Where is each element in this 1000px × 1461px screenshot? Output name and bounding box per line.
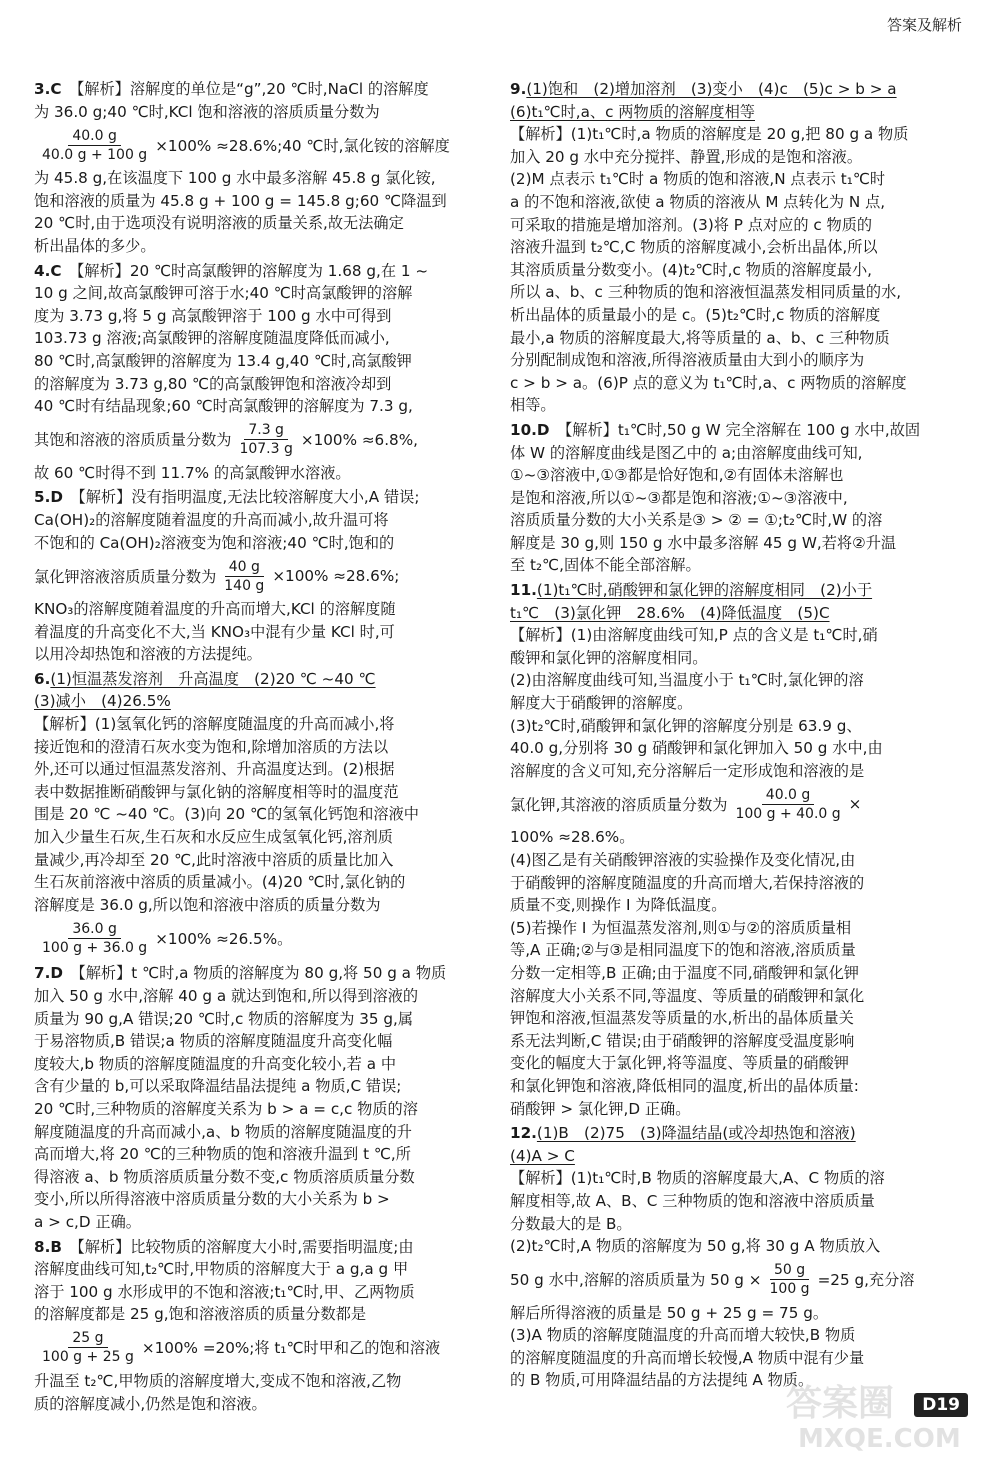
question-block bbox=[34, 962, 486, 1233]
text-line bbox=[510, 647, 965, 670]
line-text: 酸钾和氯化钾的溶解度相同。 bbox=[510, 648, 708, 667]
text-line bbox=[34, 1053, 486, 1076]
line-text: (3)t₂℃时,硝酸钾和氯化钾的溶解度分别是 63.9 g、 bbox=[510, 716, 862, 735]
text-line bbox=[34, 1143, 486, 1166]
text-line bbox=[510, 1302, 965, 1325]
line-text: 解度大于硝酸钾的溶解度。 bbox=[510, 694, 693, 713]
text-line bbox=[34, 486, 486, 509]
text-line bbox=[34, 78, 486, 101]
header-label: 答案及解析 bbox=[886, 16, 962, 34]
text-line bbox=[510, 624, 965, 647]
line-text: 质的溶解度减小,仍然是饱和溶液。 bbox=[34, 1394, 267, 1413]
line-text: 【解析】(1)氢氧化钙的溶解度随温度的升高而减小,将 bbox=[34, 715, 395, 734]
text-line bbox=[34, 462, 486, 485]
text-line bbox=[34, 894, 486, 917]
text-line bbox=[510, 849, 965, 872]
text-line bbox=[510, 1324, 965, 1347]
line-text: 钾饱和溶液,恒温蒸发等质量的水,析出的晶体质量关 bbox=[510, 1009, 854, 1028]
question-number: 7. bbox=[34, 964, 51, 983]
fraction-numerator: 40.0 g bbox=[68, 127, 121, 146]
text-line bbox=[34, 1303, 486, 1326]
line-text: 系无法判断,C 错误;由于硝酸钾的溶解度受温度影响 bbox=[510, 1031, 855, 1050]
line-text: 40 ℃时有结晶现象;60 ℃时高氯酸钾的溶解度为 7.3 g, bbox=[34, 397, 413, 416]
text-line bbox=[34, 327, 486, 350]
line-text: c > b > a。(6)P 点的意义为 t₁℃时,a、c 两物质的溶解度 bbox=[510, 373, 907, 392]
formula-suffix: ×100% ≈6.8%, bbox=[300, 430, 418, 449]
text-line bbox=[510, 1347, 965, 1370]
fraction bbox=[766, 1261, 814, 1298]
line-text: 等,A 正确;②与③是相同温度下的饱和溶液,溶质质量 bbox=[510, 941, 856, 960]
question-block bbox=[510, 1122, 965, 1392]
formula-suffix: =25 g,充分溶 bbox=[817, 1271, 915, 1290]
line-text: 于易溶物质,B 错误;a 物质的溶解度随温度升高变化幅 bbox=[34, 1032, 393, 1051]
text-line bbox=[34, 101, 486, 124]
right-column bbox=[510, 78, 965, 1394]
line-text: (1)饱和 (2)增加溶剂 (3)变小 (4)c (5)c > b > a bbox=[526, 80, 897, 98]
text-line bbox=[510, 826, 965, 849]
question-block bbox=[34, 78, 486, 258]
text-line bbox=[34, 1030, 486, 1053]
text-line bbox=[34, 1098, 486, 1121]
text-line bbox=[510, 1235, 965, 1258]
text-line bbox=[34, 305, 486, 328]
answer-choice: B bbox=[50, 1237, 62, 1256]
answer-choice: D bbox=[50, 488, 63, 507]
answer-choice: C bbox=[50, 80, 62, 98]
text-line bbox=[34, 1236, 486, 1259]
text-line bbox=[510, 1122, 965, 1145]
formula-line bbox=[510, 782, 965, 826]
line-text: 相等。 bbox=[510, 396, 556, 415]
text-line bbox=[510, 349, 965, 372]
text-line bbox=[510, 327, 965, 350]
answer-choice: D bbox=[50, 964, 63, 983]
line-text: 溶质质量分数的大小关系是③ > ② = ①;t₂℃时,W 的溶 bbox=[510, 511, 883, 530]
line-text: 溶液升温到 t₂℃,C 物质的溶解度减小,会析出晶体,所以 bbox=[510, 238, 878, 257]
line-text: 不饱和的 Ca(OH)₂溶液变为饱和溶液;40 ℃时,饱和的 bbox=[34, 533, 395, 552]
question-block bbox=[34, 1236, 486, 1416]
left-column bbox=[34, 78, 486, 1417]
fraction bbox=[220, 558, 268, 595]
line-text: 含有少量的 b,可以采取降温结晶法提纯 a 物质,C 错误; bbox=[34, 1077, 402, 1096]
line-text: 体 W 的溶解度曲线是图乙中的 a;由溶解度曲线可知, bbox=[510, 443, 863, 462]
fraction-denominator: 100 g bbox=[769, 1281, 810, 1298]
line-text: 【解析】溶解度的单位是“g”,20 ℃时,NaCl 的溶解度 bbox=[69, 80, 429, 98]
line-text: 100% ≈28.6%。 bbox=[510, 828, 635, 847]
question-block bbox=[510, 579, 965, 1120]
watermark-url: MXQE.COM bbox=[798, 1424, 961, 1453]
formula-line bbox=[34, 916, 486, 960]
text-line bbox=[510, 236, 965, 259]
line-text: 饱和溶液的质量为 45.8 g + 100 g = 145.8 g;60 ℃降温到 bbox=[34, 191, 447, 210]
line-text: 加入 20 g 水中充分搅拌、静置,形成的是饱和溶液。 bbox=[510, 147, 863, 166]
text-line bbox=[34, 350, 486, 373]
text-line bbox=[34, 1281, 486, 1304]
watermark-brand: 答案圈 bbox=[786, 1383, 895, 1424]
text-line bbox=[510, 579, 965, 602]
line-text: 于硝酸钾的溶解度随温度的升高而增大,若保持溶液的 bbox=[510, 873, 865, 892]
question-block bbox=[510, 419, 965, 577]
text-line bbox=[510, 419, 965, 442]
line-text: 【解析】(1)t₁℃时,a 物质的溶解度是 20 g,把 80 g a 物质 bbox=[510, 125, 909, 144]
line-text: 【解析】(1)由溶解度曲线可知,P 点的含义是 t₁℃时,硝 bbox=[510, 626, 878, 645]
line-text: 解度是 30 g,则 150 g 水中最多溶解 45 g W,若将②升温 bbox=[510, 533, 897, 552]
formula-suffix: ×100% =20%;将 t₁℃时甲和乙的饱和溶液 bbox=[141, 1339, 441, 1358]
line-text: 析出晶体的多少。 bbox=[34, 236, 156, 255]
text-line bbox=[34, 985, 486, 1008]
text-line bbox=[510, 464, 965, 487]
fraction-numerator: 25 g bbox=[68, 1329, 107, 1348]
text-line bbox=[34, 1393, 486, 1416]
text-line bbox=[510, 101, 965, 124]
line-text: (2)M 点表示 t₁℃时 a 物质的饱和溶液,N 点表示 t₁℃时 bbox=[510, 170, 886, 189]
line-text: (2)由溶解度曲线可知,当温度小于 t₁℃时,氯化钾的溶 bbox=[510, 671, 864, 690]
text-line bbox=[510, 760, 965, 783]
text-line bbox=[510, 442, 965, 465]
line-text: 解度相等,故 A、B、C 三种物质的饱和溶液中溶质质量 bbox=[510, 1191, 875, 1210]
line-text: 析出晶体的质量最小的是 c。(5)t₂℃时,c 物质的溶解度 bbox=[510, 305, 881, 324]
line-text: 硝酸钾 > 氯化钾,D 正确。 bbox=[510, 1099, 691, 1118]
line-text: Ca(OH)₂的溶解度随着温度的升高而减小,故升温可将 bbox=[34, 510, 389, 529]
question-block bbox=[34, 260, 486, 485]
line-text: 和氯化钾饱和溶液,降低相同的温度,析出的晶体质量: bbox=[510, 1076, 859, 1095]
text-line bbox=[34, 1121, 486, 1144]
line-text: 解度随温度的升高而减小,a、b 物质的溶解度随温度的升 bbox=[34, 1122, 412, 1141]
text-line bbox=[510, 259, 965, 282]
text-line bbox=[34, 373, 486, 396]
line-text: 质量为 90 g,A 错误;20 ℃时,c 物质的溶解度为 35 g,属 bbox=[34, 1009, 414, 1028]
text-line bbox=[510, 394, 965, 417]
line-text: (3)A 物质的溶解度随温度的升高而增大较快,B 物质 bbox=[510, 1326, 856, 1345]
line-text: 外,还可以通过恒温蒸发溶剂、升高温度达到。(2)根据 bbox=[34, 760, 395, 779]
text-line bbox=[510, 917, 965, 940]
line-text: (6)t₁℃时,a、c 两物质的溶解度相等 bbox=[510, 102, 755, 121]
line-text: 加入 50 g 水中,溶解 40 g a 就达到饱和,所以得到溶液的 bbox=[34, 987, 419, 1005]
line-text: 以用冷却热饱和溶液的方法提纯。 bbox=[34, 645, 262, 664]
text-line bbox=[510, 1098, 965, 1121]
line-text: 【解析】比较物质的溶解度大小时,需要指明温度;由 bbox=[69, 1237, 414, 1256]
text-line bbox=[510, 509, 965, 532]
line-text: 升温至 t₂℃,甲物质的溶解度增大,变成不饱和溶液,乙物 bbox=[34, 1371, 402, 1390]
line-text: (5)若操作 I 为恒温蒸发溶剂,则①与②的溶质质量相 bbox=[510, 918, 852, 937]
text-line bbox=[34, 282, 486, 305]
formula-line bbox=[510, 1258, 965, 1302]
fraction-denominator: 100 g + 36.0 g bbox=[42, 939, 148, 956]
formula-line bbox=[34, 1326, 486, 1370]
text-line bbox=[34, 260, 486, 283]
text-line bbox=[510, 304, 965, 327]
formula-prefix: 氯化钾溶液溶质质量分数为 bbox=[34, 567, 217, 586]
text-line bbox=[510, 962, 965, 985]
answer-choice: D bbox=[536, 420, 550, 439]
text-line bbox=[34, 1075, 486, 1098]
text-line bbox=[510, 532, 965, 555]
line-text: 为 36.0 g;40 ℃时,KCl 饱和溶液的溶质质量分数为 bbox=[34, 102, 380, 121]
line-text: 加入少量生石灰,生石灰和水反应生成氢氧化钙,溶剂质 bbox=[34, 828, 393, 847]
line-text: 可采取的措施是增加溶剂。(3)将 P 点对应的 c 物质的 bbox=[510, 215, 873, 234]
formula-suffix: ×100% ≈28.6%;40 ℃时,氯化铵的溶解度 bbox=[155, 136, 450, 155]
text-line bbox=[34, 1188, 486, 1211]
fraction-denominator: 100 g + 25 g bbox=[42, 1349, 134, 1366]
text-line bbox=[510, 1145, 965, 1168]
fraction bbox=[38, 127, 151, 164]
line-text: 质量不变,则操作 I 为降低温度。 bbox=[510, 896, 727, 915]
fraction bbox=[38, 1329, 138, 1366]
line-text: 分数一定相等,B 正确;由于温度不同,硝酸钾和氯化钾 bbox=[510, 963, 859, 982]
line-text: 表中数据推断硝酸钾与氯化钠的溶解度相等时的温度范 bbox=[34, 782, 399, 801]
question-number: 6. bbox=[34, 669, 51, 688]
fraction-denominator: 100 g + 40.0 g bbox=[735, 805, 841, 822]
text-line bbox=[34, 803, 486, 826]
page-number: D19 bbox=[914, 1393, 968, 1417]
question-number: 10. bbox=[510, 420, 537, 439]
formula-line bbox=[34, 123, 486, 167]
line-text: 分别配制成饱和溶液,所得溶液质量由大到小的顺序为 bbox=[510, 351, 865, 370]
watermark-logo bbox=[778, 1373, 978, 1453]
line-text: 着温度的升高变化不大,当 KNO₃中混有少量 KCl 时,可 bbox=[34, 622, 395, 641]
text-line bbox=[34, 621, 486, 644]
text-line bbox=[510, 191, 965, 214]
line-text: 103.73 g 溶液;高氯酸钾的溶解度随温度降低而减小, bbox=[34, 329, 390, 348]
text-line bbox=[510, 1075, 965, 1098]
line-text: 的溶解度为 3.73 g,80 ℃的高氯酸钾饱和溶液冷却到 bbox=[34, 374, 392, 393]
formula-prefix: 50 g 水中,溶解的溶质质量为 50 g × bbox=[510, 1271, 762, 1290]
line-text: KNO₃的溶解度随着温度的升高而增大,KCl 的溶解度随 bbox=[34, 600, 396, 619]
line-text: 的 B 物质,可用降温结晶的方法提纯 A 物质。 bbox=[510, 1371, 814, 1390]
text-line bbox=[510, 487, 965, 510]
line-text: 【解析】(1)t₁℃时,B 物质的溶解度最大,A、C 物质的溶 bbox=[510, 1169, 885, 1188]
line-text: 【解析】没有指明温度,无法比较溶解度大小,A 错误; bbox=[70, 488, 420, 507]
line-text: (2)t₂℃时,A 物质的溶解度为 50 g,将 30 g A 物质放入 bbox=[510, 1237, 881, 1256]
line-text: a > c,D 正确。 bbox=[34, 1212, 141, 1231]
line-text: (3)减小 (4)26.5% bbox=[34, 692, 171, 711]
answer-choice: C bbox=[50, 261, 62, 280]
line-text: 量减少,再冷却至 20 ℃,此时溶液中溶质的质量比加入 bbox=[34, 850, 394, 869]
question-number: 12. bbox=[510, 1124, 537, 1143]
line-text: ①~③溶液中,①③都是恰好饱和,②有固体未溶解也 bbox=[510, 466, 844, 485]
fraction-numerator: 40 g bbox=[225, 558, 264, 577]
text-line bbox=[510, 123, 965, 146]
formula-prefix: 氯化钾,其溶液的溶质质量分数为 bbox=[510, 795, 728, 814]
text-line bbox=[510, 214, 965, 237]
line-text: 溶解度是 36.0 g,所以饱和溶液中溶质的质量分数为 bbox=[34, 895, 381, 914]
line-text: 最小,a 物质的溶解度最大,将等质量的 a、b、c 三种物质 bbox=[510, 328, 890, 347]
line-text: (4)图乙是有关硝酸钾溶液的实验操作及变化情况,由 bbox=[510, 851, 856, 869]
formula-suffix: ×100% ≈26.5%。 bbox=[155, 929, 293, 948]
line-text: 20 ℃时,三种物质的溶解度关系为 b > a = c,c 物质的溶 bbox=[34, 1099, 418, 1118]
text-line bbox=[34, 212, 486, 235]
text-line bbox=[510, 872, 965, 895]
fraction-denominator: 107.3 g bbox=[239, 441, 293, 458]
fraction-denominator: 40.0 g + 100 g bbox=[42, 146, 148, 163]
line-text: 的溶解度都是 25 g,饱和溶液溶质的质量分数都是 bbox=[34, 1305, 367, 1324]
text-line bbox=[34, 1370, 486, 1393]
text-line bbox=[34, 235, 486, 258]
line-text: (1)恒温蒸发溶剂 升高温度 (2)20 ℃ ~40 ℃ bbox=[50, 669, 376, 688]
line-text: a 的不饱和溶液,欲使 a 物质的溶液从 M 点转化为 N 点, bbox=[510, 192, 886, 211]
fraction-numerator: 36.0 g bbox=[68, 920, 121, 939]
line-text: 故 60 ℃时得不到 11.7% 的高氯酸钾水溶液。 bbox=[34, 463, 351, 482]
question-number: 3. bbox=[34, 80, 51, 98]
text-line bbox=[34, 167, 486, 190]
formula-line bbox=[34, 418, 486, 462]
question-number: 8. bbox=[34, 1237, 51, 1256]
text-line bbox=[510, 554, 965, 577]
text-line bbox=[34, 509, 486, 532]
text-line bbox=[510, 1213, 965, 1236]
fraction bbox=[731, 786, 844, 823]
question-block bbox=[34, 668, 486, 961]
text-line bbox=[34, 713, 486, 736]
text-line bbox=[34, 781, 486, 804]
text-line bbox=[34, 598, 486, 621]
text-line bbox=[510, 985, 965, 1008]
question-number: 5. bbox=[34, 488, 51, 507]
fraction bbox=[38, 920, 151, 957]
text-line bbox=[510, 1167, 965, 1190]
line-text: 生石灰前溶液中溶质的质量减小。(4)20 ℃时,氯化钠的 bbox=[34, 873, 406, 892]
line-text: 分数最大的是 B。 bbox=[510, 1214, 632, 1233]
text-line bbox=[34, 190, 486, 213]
text-line bbox=[34, 395, 486, 418]
line-text: 接近饱和的澄清石灰水变为饱和,除增加溶质的方法以 bbox=[34, 737, 389, 756]
line-text: 得溶液 a、b 物质溶质质量分数不变,c 物质溶质质量分数 bbox=[34, 1167, 415, 1186]
line-text: 度较大,b 物质的溶解度随温度的升高变化较小,若 a 中 bbox=[34, 1054, 397, 1073]
line-text: 变化的幅度大于氯化钾,将等温度、等质量的硝酸钾 bbox=[510, 1054, 849, 1073]
text-line bbox=[510, 669, 965, 692]
text-line bbox=[34, 758, 486, 781]
question-number: 4. bbox=[34, 261, 51, 280]
text-line bbox=[34, 1211, 486, 1234]
text-line bbox=[510, 692, 965, 715]
line-text: 变小,所以所得溶液中溶质质量分数的大小关系为 b > bbox=[34, 1190, 390, 1209]
question-block bbox=[34, 486, 486, 666]
line-text: 溶解度的含义可知,充分溶解后一定形成饱和溶液的是 bbox=[510, 761, 865, 780]
line-text: 的溶解度随温度的升高而增长较慢,A 物质中混有少量 bbox=[510, 1348, 865, 1367]
line-text: 高而增大,将 20 ℃的三种物质的饱和溶液升温到 t ℃,所 bbox=[34, 1145, 411, 1164]
text-line bbox=[34, 532, 486, 555]
fraction-numerator: 7.3 g bbox=[244, 421, 288, 440]
fraction bbox=[235, 421, 296, 458]
text-line bbox=[34, 736, 486, 759]
text-line bbox=[510, 939, 965, 962]
text-line bbox=[510, 1052, 965, 1075]
text-line bbox=[510, 737, 965, 760]
line-text: 【解析】t ℃时,a 物质的溶解度为 80 g,将 50 g a 物质 bbox=[70, 964, 447, 983]
formula-suffix: × bbox=[848, 795, 862, 814]
line-text: 所以 a、b、c 三种物质的饱和溶液恒温蒸发相同质量的水, bbox=[510, 283, 902, 302]
fraction-numerator: 50 g bbox=[770, 1261, 809, 1280]
line-text: 【解析】20 ℃时高氯酸钾的溶解度为 1.68 g,在 1 ~ bbox=[69, 261, 429, 280]
text-line bbox=[34, 826, 486, 849]
text-line bbox=[510, 78, 965, 101]
text-line bbox=[34, 1166, 486, 1189]
text-line bbox=[510, 894, 965, 917]
text-line bbox=[34, 871, 486, 894]
text-line bbox=[510, 281, 965, 304]
text-line bbox=[510, 1190, 965, 1213]
fraction-numerator: 40.0 g bbox=[762, 786, 815, 805]
line-text: 度为 3.73 g,将 5 g 高氯酸钾溶于 100 g 水中可得到 bbox=[34, 306, 392, 325]
line-text: (1)t₁℃时,硝酸钾和氯化钾的溶解度相同 (2)小于 bbox=[536, 581, 873, 600]
line-text: 溶解度大小关系不同,等温度、等质量的硝酸钾和氯化 bbox=[510, 986, 865, 1005]
formula-line bbox=[34, 554, 486, 598]
line-text: 溶解度曲线可知,t₂℃时,甲物质的溶解度大于 a g,a g 甲 bbox=[34, 1260, 409, 1279]
line-text: (4)A > C bbox=[510, 1146, 575, 1165]
text-line bbox=[34, 668, 486, 691]
line-text: 围是 20 ℃ ~40 ℃。(3)向 20 ℃的氢氧化钙饱和溶液中 bbox=[34, 805, 419, 824]
line-text: 20 ℃时,由于选项没有说明溶液的质量关系,故无法确定 bbox=[34, 214, 404, 233]
text-line bbox=[34, 1008, 486, 1031]
formula-prefix: 其饱和溶液的溶质质量分数为 bbox=[34, 431, 232, 450]
line-text: (1)B (2)75 (3)降温结晶(或冷却热饱和溶液) bbox=[536, 1124, 856, 1143]
question-block bbox=[510, 78, 965, 417]
text-line bbox=[510, 602, 965, 625]
question-number: 11. bbox=[510, 581, 537, 600]
line-text: 溶于 100 g 水形成甲的不饱和溶液;t₁℃时,甲、乙两物质 bbox=[34, 1282, 415, 1301]
text-line bbox=[510, 168, 965, 191]
text-line bbox=[34, 690, 486, 713]
text-line bbox=[510, 146, 965, 169]
line-text: 是饱和溶液,所以①~③都是饱和溶液;①~③溶液中, bbox=[510, 488, 848, 507]
line-text: 至 t₂℃,固体不能全部溶解。 bbox=[510, 556, 701, 575]
text-line bbox=[34, 962, 486, 985]
line-text: 解后所得溶液的质量是 50 g + 25 g = 75 g。 bbox=[510, 1303, 829, 1322]
text-line bbox=[34, 643, 486, 666]
line-text: 其溶质质量分数变小。(4)t₂℃时,c 物质的溶解度最小, bbox=[510, 260, 873, 279]
question-number: 9. bbox=[510, 80, 527, 98]
text-line bbox=[34, 849, 486, 872]
text-line bbox=[510, 372, 965, 395]
line-text: 10 g 之间,故高氯酸钾可溶于水;40 ℃时高氯酸钾的溶解 bbox=[34, 284, 413, 303]
line-text: 80 ℃时,高氯酸钾的溶解度为 13.4 g,40 ℃时,高氯酸钾 bbox=[34, 351, 412, 370]
fraction-denominator: 140 g bbox=[224, 577, 265, 594]
line-text: 【解析】t₁℃时,50 g W 完全溶解在 100 g 水中,故固 bbox=[557, 420, 921, 439]
line-text: t₁℃ (3)氯化钾 28.6% (4)降低温度 (5)C bbox=[510, 603, 830, 622]
line-text: 为 45.8 g,在该温度下 100 g 水中最多溶解 45.8 g 氯化铵, bbox=[34, 169, 436, 188]
text-line bbox=[510, 715, 965, 738]
text-line bbox=[510, 1030, 965, 1053]
line-text: 40.0 g,分别将 30 g 硝酸钾和氯化钾加入 50 g 水中,由 bbox=[510, 739, 883, 758]
text-line bbox=[510, 1007, 965, 1030]
text-line bbox=[34, 1258, 486, 1281]
formula-suffix: ×100% ≈28.6%; bbox=[272, 567, 400, 586]
